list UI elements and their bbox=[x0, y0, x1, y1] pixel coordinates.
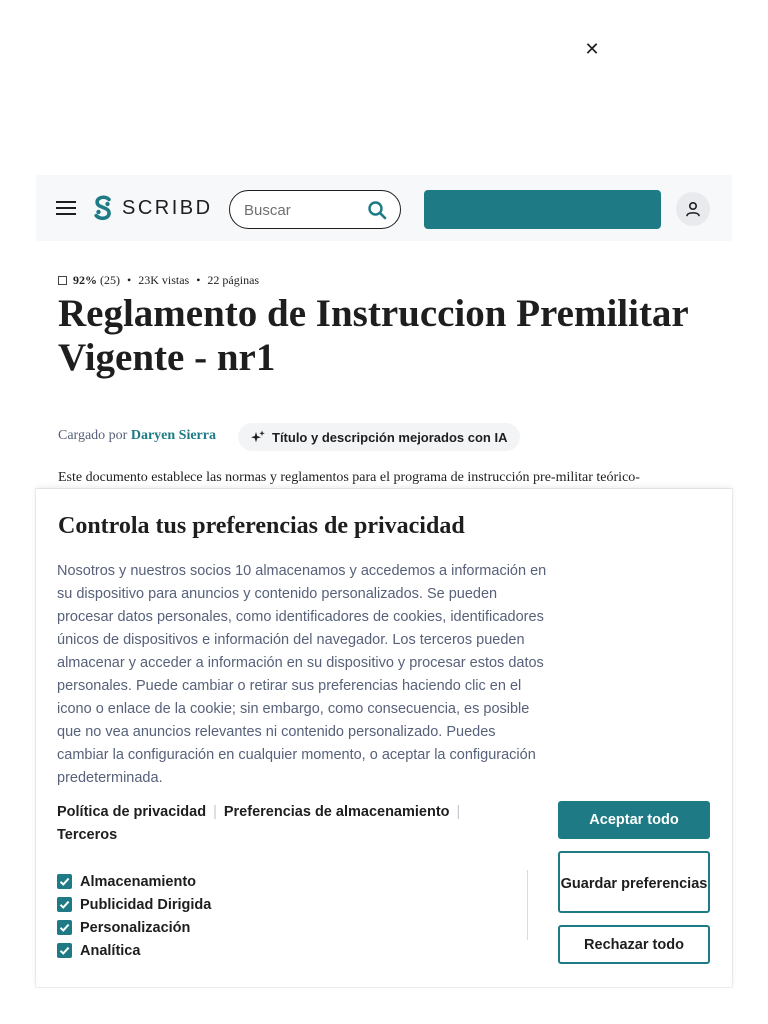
purpose-label: Publicidad Dirigida bbox=[80, 896, 212, 913]
checkbox-checked-icon[interactable] bbox=[57, 874, 72, 889]
document-description: Este documento establece las normas y reglamentos para el programa de instrucción pre-militar teórico- bbox=[58, 470, 640, 485]
sparkle-icon bbox=[250, 429, 266, 445]
view-count: 23K vistas bbox=[138, 273, 190, 287]
uploader-line bbox=[58, 428, 216, 444]
vertical-divider bbox=[527, 870, 528, 940]
document-stats bbox=[58, 273, 259, 288]
consent-body-text: Nosotros y nuestros socios 10 almacenamos y accedemos a información en su dispositivo para anuncios y contenido personalizados. Se pueden procesar datos personales, como identificadores de cookies, identificadores únicos de dispositivos e información del navegador. Los terceros pueden almacenar y acceder a información en su dispositivo y procesar estos datos personales. Puede cambiar o retirar sus preferencias haciendo clic en el icono o enlace de la cookie; sin embargo, como consecuencia, es posible que no vea anuncios relevantes ni contenido personalizado. Puedes cambiar la configuración en cualquier momento, o aceptar la configuración predeterminada. bbox=[57, 563, 547, 786]
scribd-logo-icon bbox=[92, 194, 114, 222]
purpose-analytics[interactable] bbox=[57, 939, 211, 962]
search-box[interactable] bbox=[229, 190, 401, 229]
purpose-personalization[interactable] bbox=[57, 916, 211, 939]
user-icon bbox=[684, 200, 702, 218]
accept-all-button[interactable]: Aceptar todo bbox=[558, 801, 710, 839]
ai-badge-label: Título y descripción mejorados con IA bbox=[272, 429, 508, 445]
separator-dot: • bbox=[196, 273, 201, 287]
checkbox-checked-icon[interactable] bbox=[57, 897, 72, 912]
uploaded-by-label: Cargado por bbox=[58, 428, 128, 443]
rating-icon bbox=[58, 276, 67, 285]
close-button[interactable]: ✕ bbox=[578, 36, 606, 64]
purpose-storage[interactable] bbox=[57, 870, 211, 893]
search-icon[interactable] bbox=[367, 200, 387, 220]
purpose-targeted-advertising[interactable] bbox=[57, 893, 211, 916]
link-separator: | bbox=[456, 804, 461, 820]
link-separator: | bbox=[213, 804, 217, 820]
scribd-logo[interactable] bbox=[92, 192, 213, 224]
document-title: Reglamento de Instruccion Premilitar Vigente - nr1 bbox=[58, 292, 689, 379]
uploader-link[interactable]: Daryen Sierra bbox=[130, 428, 216, 443]
hamburger-menu-icon[interactable] bbox=[56, 201, 76, 217]
consent-title: Controla tus preferencias de privacidad bbox=[58, 513, 465, 539]
top-navigation-bar bbox=[36, 175, 732, 241]
checkbox-checked-icon[interactable] bbox=[57, 943, 72, 958]
rating-percent: 92% bbox=[73, 273, 97, 287]
purpose-label: Analítica bbox=[80, 942, 141, 959]
reject-all-button[interactable]: Rechazar todo bbox=[558, 925, 710, 964]
consent-links bbox=[57, 801, 517, 847]
purpose-list bbox=[57, 870, 211, 962]
ai-enhanced-badge bbox=[238, 423, 520, 451]
privacy-policy-link[interactable]: Política de privacidad bbox=[57, 804, 207, 820]
third-parties-link[interactable]: Terceros bbox=[57, 827, 118, 843]
purpose-label: Personalización bbox=[80, 919, 191, 936]
separator-dot: • bbox=[127, 273, 132, 287]
search-input[interactable] bbox=[244, 199, 354, 221]
scribd-wordmark: SCRIBD bbox=[122, 196, 213, 219]
account-button[interactable] bbox=[676, 192, 710, 226]
checkbox-checked-icon[interactable] bbox=[57, 920, 72, 935]
save-preferences-button[interactable]: Guardar preferencias bbox=[558, 851, 710, 913]
header-action-button[interactable] bbox=[424, 190, 661, 229]
rating-count: (25) bbox=[100, 273, 120, 287]
purpose-label: Almacenamiento bbox=[80, 873, 197, 890]
privacy-consent-dialog bbox=[36, 489, 732, 987]
page-count: 22 páginas bbox=[207, 273, 260, 287]
storage-preferences-link[interactable]: Preferencias de almacenamiento bbox=[223, 804, 450, 820]
